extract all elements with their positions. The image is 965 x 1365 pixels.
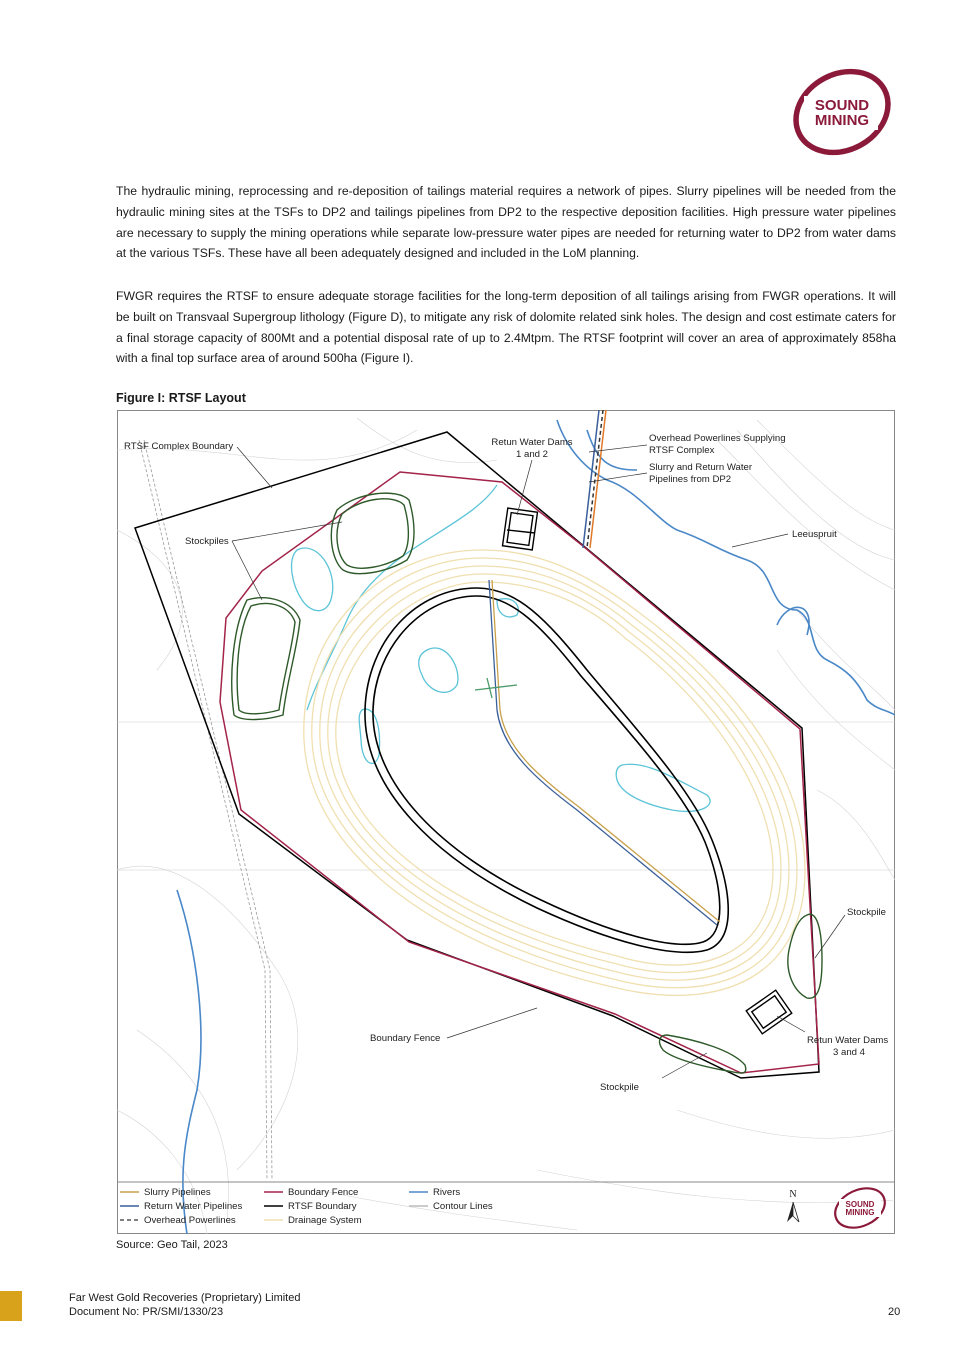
- label-leeuspruit: Leeuspruit: [792, 529, 837, 540]
- label-rtsf-complex-boundary: RTSF Complex Boundary: [124, 441, 234, 452]
- label-return-dams-1-2-line2: 1 and 2: [515, 449, 549, 460]
- logo-text-line2: MINING: [814, 112, 870, 129]
- footer-company-block: [69, 1291, 300, 1319]
- label-pipelines-line2: Pipelines from DP2: [649, 474, 732, 485]
- label-return-dams-1-2-line1: Retun Water Dams: [491, 437, 573, 448]
- north-label: N: [789, 1189, 797, 1200]
- legend-logo-line1: SOUND: [845, 1200, 875, 1209]
- figure-source: Source: Geo Tail, 2023: [116, 1239, 228, 1251]
- label-stockpiles: Stockpiles: [185, 536, 229, 547]
- legend-boundary-fence: Boundary Fence: [288, 1187, 359, 1198]
- label-pipelines-line1: Slurry and Return Water: [649, 462, 753, 473]
- legend-return-water-pipelines: Return Water Pipelines: [144, 1201, 243, 1212]
- label-return-dams-3-4-line1: Retun Water Dams: [807, 1035, 889, 1046]
- legend-contour-lines: Contour Lines: [433, 1201, 493, 1212]
- figure-caption: Figure I: RTSF Layout: [116, 391, 246, 405]
- legend-drainage-system: Drainage System: [288, 1215, 362, 1226]
- legend-rtsf-boundary: RTSF Boundary: [288, 1201, 357, 1212]
- label-stockpile-right: Stockpile: [847, 907, 886, 918]
- footer-document-number: Document No: PR/SMI/1330/23: [69, 1306, 224, 1318]
- rtsf-layout-map: [117, 410, 895, 1234]
- body-paragraph-2: FWGR requires the RTSF to ensure adequate storage facilities for the long-term deposition of all tailings arising from FWGR operations. It will be built on Transvaal Supergroup lithology (Figure D), to mitigate any risk of dolomite related sink holes. The design and cost estimate caters for a final storage capacity of 800Mt and a potential disposal rate of up to 2.4Mtpm. The RTSF footprint will cover an area of approximately 858ha with a final top surface area of around 500ha (Figure I).: [116, 289, 896, 366]
- legend-slurry-pipelines: Slurry Pipelines: [144, 1187, 211, 1198]
- legend-logo-line2: MINING: [845, 1208, 875, 1217]
- sound-mining-logo: [786, 66, 898, 158]
- footer-accent-bar: [0, 1291, 22, 1321]
- label-powerlines-line2: RTSF Complex: [649, 445, 715, 456]
- page-number: 20: [888, 1306, 901, 1318]
- label-return-dams-3-4-line2: 3 and 4: [832, 1047, 866, 1058]
- label-stockpile-bottom: Stockpile: [600, 1082, 639, 1093]
- legend-overhead-powerlines: Overhead Powerlines: [144, 1215, 236, 1226]
- logo-text-line1: SOUND: [814, 97, 870, 114]
- label-boundary-fence: Boundary Fence: [370, 1033, 441, 1044]
- footer-company-name: Far West Gold Recoveries (Proprietary) Limited: [69, 1292, 301, 1304]
- body-paragraph-1: The hydraulic mining, reprocessing and re-deposition of tailings material requires a network of pipes. Slurry pipelines will be needed from the hydraulic mining sites at the TSFs to DP2 and tailings pipelines from DP2 to the respective deposition facilities. High pressure water pipelines are necessary to supply the mining operations while separate low-pressure water pipes are needed for returning water to DP2 from water dams at the various TSFs. These have all been adequately designed and included in the LoM planning.: [116, 184, 896, 261]
- legend-rivers: Rivers: [433, 1187, 461, 1198]
- label-powerlines-line1: Overhead Powerlines Supplying: [649, 433, 786, 444]
